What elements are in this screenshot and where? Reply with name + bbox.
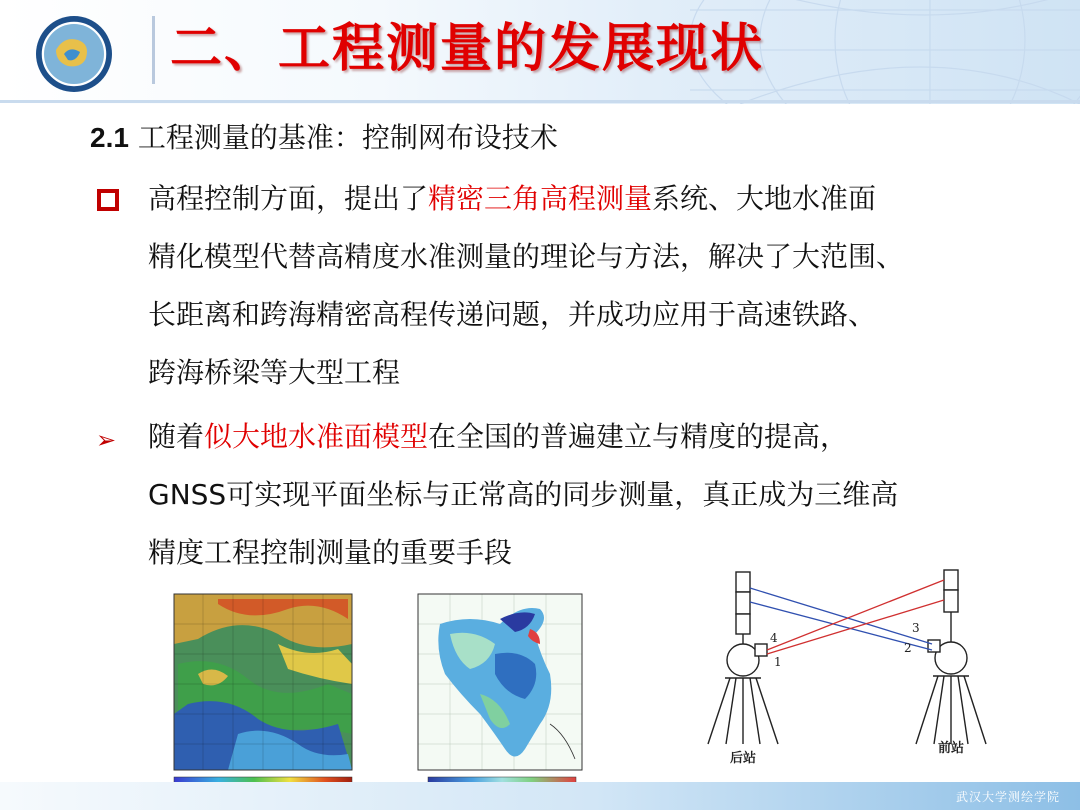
bullet1-line-2: 精化模型代替高精度水准测量的理论与方法，解决了大范围、 [148,240,905,273]
bullet2-highlight: 似大地水准面模型 [204,420,429,453]
geoid-model-map-image [400,584,598,792]
university-logo [34,14,114,94]
bullet1-line-4: 跨海桥梁等大型工程 [148,356,401,389]
back-station-label: 后站 [730,751,757,766]
bullet1-line-1 [148,170,1038,228]
title-separator [152,16,155,84]
label-num-4: 4 [770,631,778,645]
bullet2-text-post: 在全国的普遍建立与精度的提高， [428,420,849,453]
bullet1-text-post: 系统、大地水准面 [652,182,877,215]
bullet2-line-1 [148,408,1038,466]
label-num-1: 1 [774,655,782,669]
section-subheading [90,116,558,160]
bullet1-text-pre: 高程控制方面，提出了 [148,182,429,215]
bullet2-line-2: GNSS可实现平面坐标与正常高的同步测量，真正成为三维高 [148,478,899,511]
section-heading-text: 工程测量的基准：控制网布设技术 [128,121,558,154]
bullet-paragraph-2 [148,408,1038,582]
bullet-paragraph-1 [148,170,1038,402]
label-num-3: 3 [912,621,920,635]
elevation-map-image [158,584,368,792]
trigonometric-leveling-diagram [700,566,1020,776]
label-num-2: 2 [904,641,912,655]
square-bullet-icon [97,189,119,211]
bullet1-highlight: 精密三角高程测量 [428,182,653,215]
slide-footer-bar [0,782,1080,810]
front-station-label: 前站 [938,741,965,756]
bullet2-line-3: 精度工程控制测量的重要手段 [148,536,513,569]
bullet2-text-pre: 随着 [148,420,205,453]
section-number: 2.1 [90,122,129,153]
arrow-bullet-icon: ➢ [96,426,117,454]
slide-title: 二、工程测量的发展现状 [170,19,765,79]
footer-institution: 武汉大学测绘学院 [955,790,1060,804]
header-divider [0,100,1080,103]
bullet1-line-3: 长距离和跨海精密高程传递问题，并成功应用于高速铁路、 [148,298,877,331]
